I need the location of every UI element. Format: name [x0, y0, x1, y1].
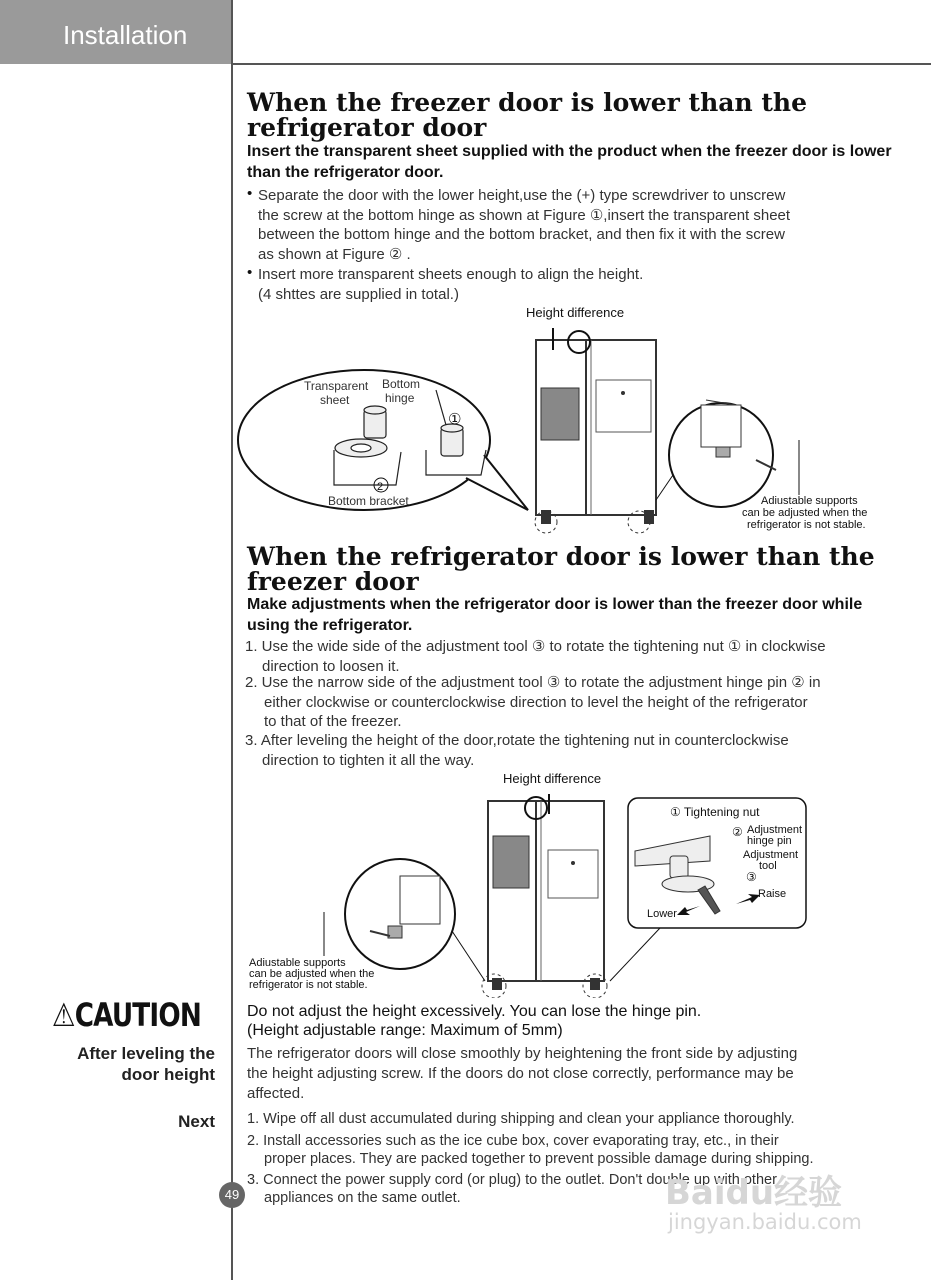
header-rule [232, 63, 931, 65]
svg-text:hinge: hinge [385, 391, 415, 405]
bullet-dot: • [247, 185, 253, 202]
svg-text:hinge pin: hinge pin [747, 835, 792, 847]
caution-heading: ⚠CAUTION [52, 996, 201, 1034]
dispenser [541, 388, 579, 440]
warning-triangle-icon: ⚠ [52, 996, 75, 1034]
figure-refrigerator-lower [240, 766, 820, 998]
after-leveling-text: The refrigerator doors will close smoothly by heightening the front side by adjusting the height adjusting screw. If the doors do not close correctly, performance may be affected. [247, 1045, 798, 1102]
svg-text:Adiustable supports: Adiustable supports [249, 957, 346, 969]
svg-text:refrigerator is not stable.: refrigerator is not stable. [747, 519, 866, 531]
section2-subtitle: Make adjustments when the refrigerator door is lower than the freezer door while using the refrigerator. [247, 596, 863, 634]
svg-text:Adjustment: Adjustment [747, 824, 803, 836]
bullet2: Insert more transparent sheets enough to align the height. (4 shttes are supplied in total.) [258, 266, 644, 303]
watermark-logo: Baidu经验 [665, 1173, 843, 1213]
svg-text:Transparent: Transparent [304, 379, 369, 393]
caution-range: (Height adjustable range: Maximum of 5mm) [247, 1022, 563, 1039]
svg-text:sheet: sheet [320, 393, 350, 407]
page-number: 49 [219, 1182, 245, 1208]
refrigerator-outline [488, 801, 604, 981]
bottom-bracket-label: Bottom bracket [328, 494, 409, 508]
svg-text:①: ① [448, 410, 462, 428]
svg-text:③: ③ [746, 870, 757, 884]
svg-text:Raise: Raise [758, 888, 787, 900]
after-leveling-label: After leveling the door height [77, 1044, 215, 1084]
section1-subtitle: Insert the transparent sheet supplied with the product when the freezer door is lower than the refrigerator door. [247, 143, 892, 181]
step-1: 1. Use the wide side of the adjustment tool ③ to rotate the tightening nut ① in clockwise direction to loosen it. [245, 638, 826, 675]
next-steps: 1. Wipe off all dust accumulated during shipping and clean your appliance thoroughly. 2. Install accessories such as the ice cube box, cover evaporating tray, etc., in their proper places. They are packed together to prevent possible damage during shipping. 3. Connect the power supply cord (or plug) to the outlet. Don't double up with other appliances on the same outlet. [247, 1111, 814, 1206]
section2-title: When the refrigerator door is lower than the freezer door [247, 542, 875, 596]
bullet1: Separate the door with the lower height,use the (+) type screwdriver to unscrew the screw at the bottom hinge as shown at Figure ①,insert the transparent sheet between the bottom hinge and the bottom bracket, and then fix it with the screw as shown at Figure ② . [258, 187, 791, 263]
section-title: Installation [63, 20, 188, 50]
svg-text:2: 2 [377, 481, 384, 493]
svg-text:can be adjusted when the: can be adjusted when the [249, 968, 375, 980]
section1-title: When the freezer door is lower than the refrigerator door [247, 88, 807, 142]
svg-text:Lower: Lower [647, 908, 677, 920]
next-label: Next [178, 1112, 215, 1131]
watermark-url: jingyan.baidu.com [668, 1210, 862, 1234]
height-difference-label: Height difference [526, 305, 625, 320]
step-3: 3. After leveling the height of the door,rotate the tightening nut in counterclockwise direction to tighten it all the way. [245, 732, 789, 769]
step-2: 2. Use the narrow side of the adjustment tool ③ to rotate the adjustment hinge pin ② in either clockwise or counterclockwise direction to level the height of the refrigerator to that of the freezer. [245, 674, 821, 730]
figure-freezer-lower [236, 300, 896, 535]
svg-text:Bottom: Bottom [382, 377, 421, 391]
bullet-dot: • [247, 264, 253, 281]
home-bar [596, 380, 651, 432]
svg-text:can be adjusted when the: can be adjusted when the [742, 507, 868, 519]
svg-text:Adjustment: Adjustment [743, 849, 799, 861]
section-tab [0, 0, 232, 64]
svg-text:refrigerator is not stable.: refrigerator is not stable. [249, 979, 368, 991]
caution-text: Do not adjust the height excessively. You can lose the hinge pin. [247, 1003, 702, 1020]
svg-text:②: ② [732, 825, 743, 839]
margin-rule [231, 0, 233, 1280]
svg-text:tool: tool [759, 860, 777, 872]
svg-text:Adiustable supports: Adiustable supports [761, 495, 858, 507]
svg-text:Height difference: Height difference [503, 771, 602, 786]
svg-text:① Tightening nut: ① Tightening nut [670, 805, 760, 819]
